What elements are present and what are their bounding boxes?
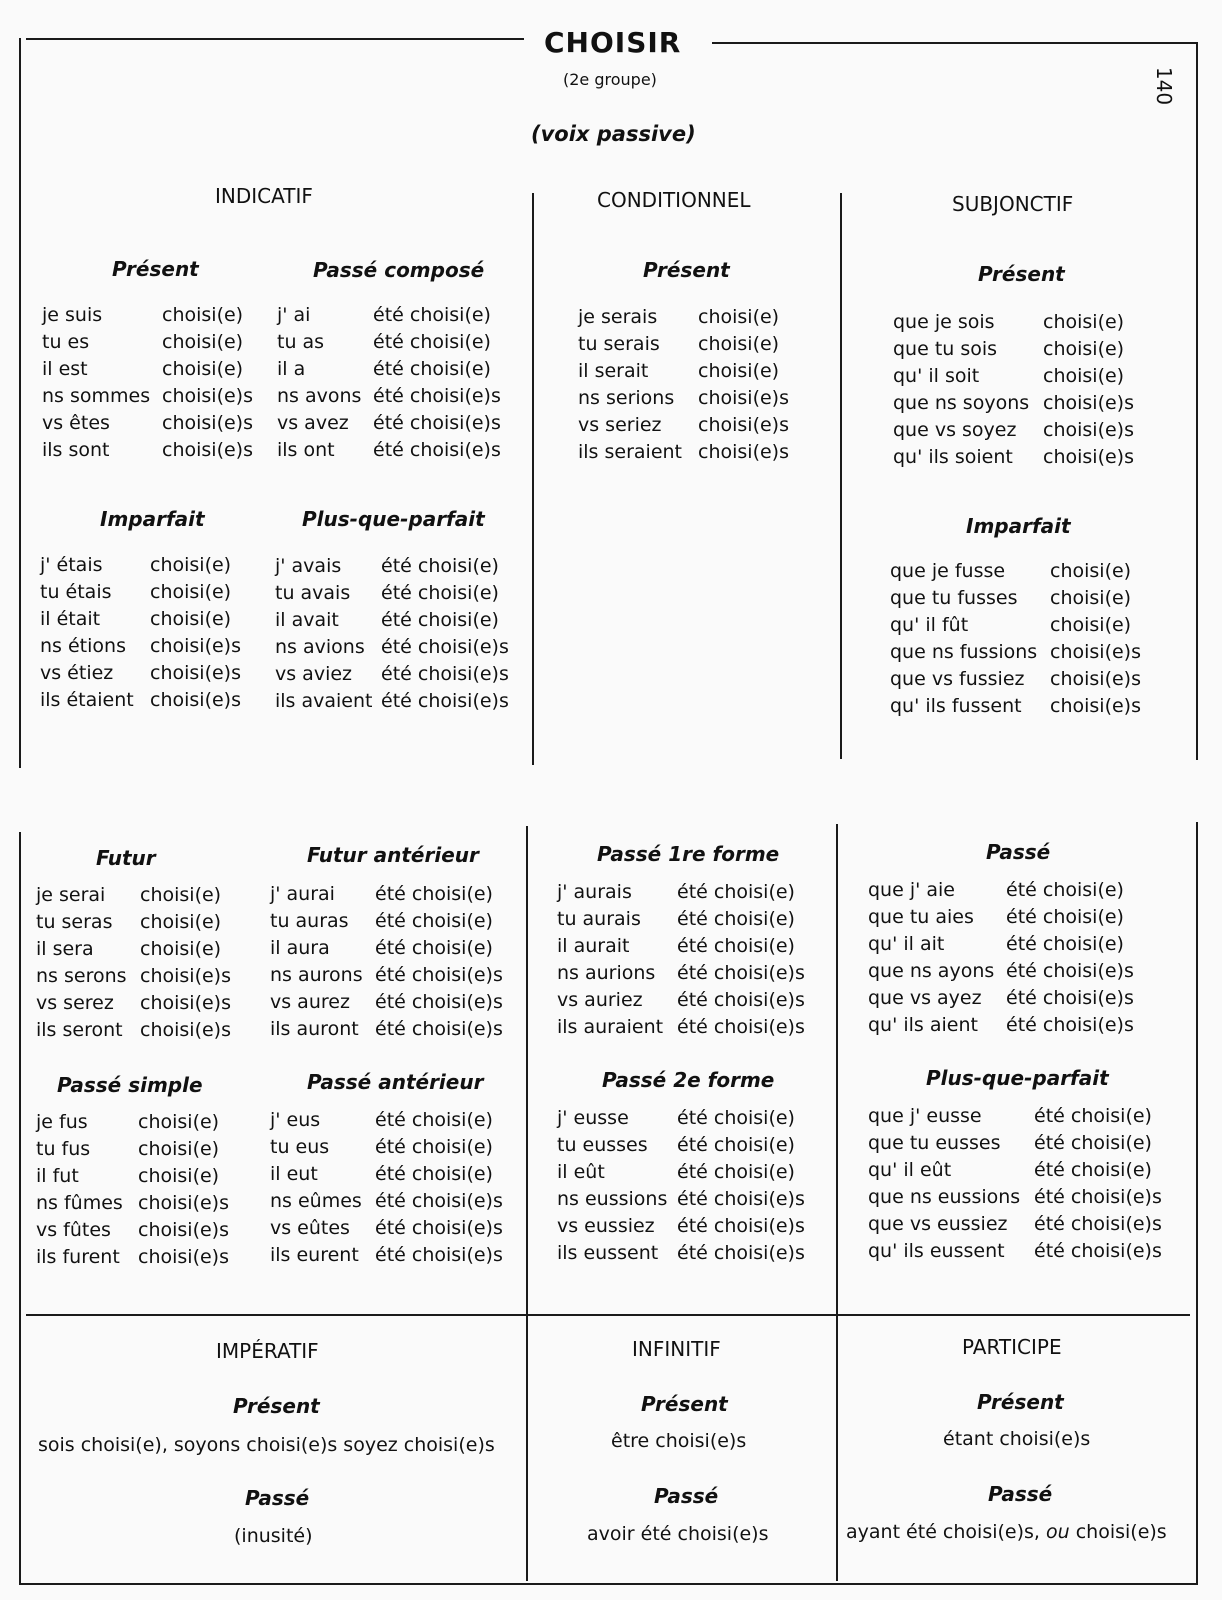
conj-pronoun-aux: tu eus — [270, 1136, 330, 1158]
conj-pronoun-aux: que ns soyons — [893, 392, 1030, 414]
tense-heading: Passé antérieur — [307, 1070, 484, 1094]
conj-pronoun-aux: tu eusses — [557, 1134, 648, 1156]
conj-form: choisi(e) — [162, 304, 244, 326]
verb-group: (2e groupe) — [563, 70, 657, 89]
tense-heading: Passé composé — [313, 258, 485, 282]
conj-form: choisi(e)s — [150, 662, 241, 684]
conj-form: choisi(e)s — [140, 992, 231, 1014]
conj-pronoun-aux: ils seraient — [578, 441, 682, 463]
conj-form: été choisi(e) — [381, 609, 499, 631]
conj-form: choisi(e) — [1043, 338, 1125, 360]
tense-heading: Passé — [986, 840, 1051, 864]
conj-pronoun-aux: ns aurons — [270, 964, 363, 986]
conj-form: été choisi(e)s — [373, 439, 501, 461]
conj-form: choisi(e) — [698, 333, 780, 355]
conj-pronoun-aux: tu avais — [275, 582, 351, 604]
conj-pronoun-aux: qu' ils fussent — [890, 695, 1022, 717]
conj-form: choisi(e) — [1043, 311, 1125, 333]
tense-heading: Futur — [96, 846, 156, 870]
conj-form: choisi(e) — [150, 608, 232, 630]
conj-form: choisi(e) — [1043, 365, 1125, 387]
conj-pronoun-aux: je suis — [42, 304, 103, 326]
conj-form: choisi(e)s — [150, 635, 241, 657]
conj-form: été choisi(e) — [1006, 933, 1124, 955]
conj-pronoun-aux: que tu fusses — [890, 587, 1018, 609]
conj-pronoun-aux: il sera — [36, 938, 94, 960]
conj-pronoun-aux: vs aviez — [275, 663, 353, 685]
conj-pronoun-aux: que tu aies — [868, 906, 974, 928]
conj-form: été choisi(e)s — [375, 1217, 503, 1239]
conj-pronoun-aux: ils ont — [277, 439, 335, 461]
conj-pronoun-aux: ils sont — [42, 439, 110, 461]
conj-pronoun-aux: ns eûmes — [270, 1190, 362, 1212]
conj-pronoun-aux: il eût — [557, 1161, 605, 1183]
conj-pronoun-aux: ns serons — [36, 965, 127, 987]
conj-pronoun-aux: que tu eusses — [868, 1132, 1001, 1154]
conj-form: été choisi(e)s — [677, 1188, 805, 1210]
conj-form: choisi(e)s — [1043, 446, 1134, 468]
conj-pronoun-aux: ils furent — [36, 1246, 120, 1268]
conj-pronoun-aux: que vs ayez — [868, 987, 982, 1009]
conj-form: été choisi(e)s — [1006, 987, 1134, 1009]
conj-pronoun-aux: je serai — [36, 884, 106, 906]
conj-form: été choisi(e) — [375, 1136, 493, 1158]
conj-pronoun-aux: vs eûtes — [270, 1217, 350, 1239]
tense-heading: Présent — [977, 1390, 1064, 1414]
conj-form: été choisi(e)s — [1034, 1186, 1162, 1208]
conj-form: été choisi(e)s — [381, 663, 509, 685]
tense-heading: Plus-que-parfait — [302, 507, 485, 531]
conj-pronoun-aux: j' ai — [277, 304, 311, 326]
conj-form: été choisi(e)s — [375, 991, 503, 1013]
conj-form: choisi(e) — [138, 1138, 220, 1160]
conj-pronoun-aux: ils seront — [36, 1019, 123, 1041]
conj-form: été choisi(e)s — [373, 412, 501, 434]
conj-pronoun-aux: que vs fussiez — [890, 668, 1025, 690]
frame-top-right — [712, 42, 1197, 44]
conj-form: choisi(e)s — [1050, 668, 1141, 690]
mood-indicatif: INDICATIF — [215, 184, 313, 208]
conj-form: été choisi(e)s — [677, 1215, 805, 1237]
conj-pronoun-aux: tu aurais — [557, 908, 641, 930]
conj-form: choisi(e)s — [140, 1019, 231, 1041]
conj-pronoun-aux: que tu sois — [893, 338, 998, 360]
conj-pronoun-aux: qu' il ait — [868, 933, 945, 955]
participe-passe-main: ayant été choisi(e)s, — [846, 1521, 1046, 1543]
conj-pronoun-aux: ils eussent — [557, 1242, 659, 1264]
conj-form: choisi(e)s — [1043, 392, 1134, 414]
tense-heading: Passé — [245, 1486, 310, 1510]
conj-pronoun-aux: je fus — [36, 1111, 88, 1133]
conj-form: été choisi(e) — [677, 1134, 795, 1156]
frame-bottom — [19, 1583, 1198, 1585]
conj-pronoun-aux: tu étais — [40, 581, 112, 603]
conj-form: été choisi(e)s — [1034, 1213, 1162, 1235]
verb-title: CHOISIR — [544, 26, 682, 59]
conj-form: choisi(e) — [150, 554, 232, 576]
tense-heading: Passé — [988, 1482, 1053, 1506]
conj-pronoun-aux: tu es — [42, 331, 90, 353]
conj-form: choisi(e)s — [162, 412, 253, 434]
conj-form: choisi(e)s — [138, 1192, 229, 1214]
mood-infinitif: INFINITIF — [632, 1337, 721, 1361]
conj-form: choisi(e) — [162, 358, 244, 380]
conj-form: été choisi(e)s — [381, 636, 509, 658]
tense-heading: Passé 1re forme — [597, 842, 780, 866]
conj-form: été choisi(e) — [375, 910, 493, 932]
conj-form: choisi(e) — [150, 581, 232, 603]
tense-heading: Présent — [643, 258, 730, 282]
conj-form: choisi(e)s — [162, 439, 253, 461]
infinitif-passe: avoir été choisi(e)s — [587, 1523, 769, 1545]
conj-form: été choisi(e)s — [375, 1244, 503, 1266]
conj-pronoun-aux: ns avions — [275, 636, 365, 658]
conj-form: été choisi(e) — [1034, 1105, 1152, 1127]
conj-pronoun-aux: j' étais — [40, 554, 103, 576]
conj-pronoun-aux: qu' ils aient — [868, 1014, 978, 1036]
conj-pronoun-aux: que j' aie — [868, 879, 955, 901]
tense-heading: Présent — [112, 257, 199, 281]
imperatif-passe: (inusité) — [234, 1525, 313, 1547]
conj-form: été choisi(e)s — [677, 1242, 805, 1264]
conj-form: choisi(e) — [1050, 587, 1132, 609]
frame-left-upper — [19, 38, 21, 768]
conj-form: été choisi(e)s — [373, 385, 501, 407]
conj-form: été choisi(e)s — [375, 964, 503, 986]
conj-pronoun-aux: il avait — [275, 609, 339, 631]
conj-form: choisi(e) — [162, 331, 244, 353]
tense-heading: Passé 2e forme — [602, 1068, 775, 1092]
conj-form: choisi(e) — [140, 884, 222, 906]
conj-form: été choisi(e) — [373, 358, 491, 380]
conj-pronoun-aux: que je fusse — [890, 560, 1006, 582]
conj-form: été choisi(e) — [1006, 906, 1124, 928]
conj-form: été choisi(e) — [1006, 879, 1124, 901]
conj-pronoun-aux: qu' ils eussent — [868, 1240, 1005, 1262]
conj-pronoun-aux: il était — [40, 608, 101, 630]
participe-passe — [846, 1521, 1167, 1543]
hr-bottom-section — [26, 1314, 1190, 1316]
conj-form: choisi(e) — [138, 1111, 220, 1133]
conj-form: été choisi(e) — [375, 883, 493, 905]
conj-pronoun-aux: ns fûmes — [36, 1192, 123, 1214]
participe-passe-alt: choisi(e)s — [1069, 1521, 1167, 1543]
conj-form: choisi(e) — [140, 911, 222, 933]
conj-pronoun-aux: que ns fussions — [890, 641, 1038, 663]
conj-pronoun-aux: vs seriez — [578, 414, 662, 436]
conj-form: été choisi(e)s — [677, 1016, 805, 1038]
conj-form: choisi(e)s — [140, 965, 231, 987]
conj-pronoun-aux: ns eussions — [557, 1188, 668, 1210]
conj-form: été choisi(e) — [677, 1161, 795, 1183]
conj-form: choisi(e)s — [698, 387, 789, 409]
conj-form: été choisi(e)s — [381, 690, 509, 712]
mood-participe: PARTICIPE — [962, 1335, 1062, 1359]
conj-form: été choisi(e)s — [677, 962, 805, 984]
tense-heading: Futur antérieur — [307, 843, 479, 867]
conj-pronoun-aux: vs êtes — [42, 412, 110, 434]
conj-form: été choisi(e) — [373, 304, 491, 326]
conj-form: choisi(e)s — [1050, 695, 1141, 717]
conj-pronoun-aux: j' eus — [270, 1109, 321, 1131]
conj-form: choisi(e) — [1050, 560, 1132, 582]
conj-pronoun-aux: vs auriez — [557, 989, 643, 1011]
conj-form: choisi(e) — [698, 360, 780, 382]
conj-form: choisi(e) — [1050, 614, 1132, 636]
conj-pronoun-aux: que ns eussions — [868, 1186, 1021, 1208]
conj-form: choisi(e) — [698, 306, 780, 328]
conj-form: été choisi(e) — [677, 1107, 795, 1129]
conj-form: été choisi(e)s — [375, 1190, 503, 1212]
conj-pronoun-aux: ns étions — [40, 635, 126, 657]
conj-pronoun-aux: ns serions — [578, 387, 675, 409]
mood-imperatif: IMPÉRATIF — [216, 1339, 319, 1363]
frame-right-lower — [1196, 822, 1198, 1584]
conj-form: choisi(e)s — [162, 385, 253, 407]
conj-form: été choisi(e) — [1034, 1159, 1152, 1181]
conj-pronoun-aux: il serait — [578, 360, 649, 382]
conj-pronoun-aux: que je sois — [893, 311, 995, 333]
conj-pronoun-aux: ns sommes — [42, 385, 151, 407]
conj-form: choisi(e) — [138, 1165, 220, 1187]
conj-form: choisi(e)s — [150, 689, 241, 711]
conj-pronoun-aux: il a — [277, 358, 306, 380]
conj-pronoun-aux: il est — [42, 358, 88, 380]
conj-form: été choisi(e) — [375, 937, 493, 959]
conj-pronoun-aux: vs eussiez — [557, 1215, 655, 1237]
conj-pronoun-aux: ils avaient — [275, 690, 373, 712]
conj-pronoun-aux: vs fûtes — [36, 1219, 111, 1241]
conj-pronoun-aux: qu' il soit — [893, 365, 980, 387]
conj-form: été choisi(e) — [677, 935, 795, 957]
page-number: 140 — [1152, 66, 1177, 106]
tense-heading: Présent — [233, 1394, 320, 1418]
conj-form: été choisi(e) — [375, 1163, 493, 1185]
conj-form: été choisi(e) — [381, 555, 499, 577]
conj-pronoun-aux: ils étaient — [40, 689, 134, 711]
conj-pronoun-aux: qu' il fût — [890, 614, 969, 636]
mood-conditionnel: CONDITIONNEL — [597, 188, 751, 212]
conj-form: été choisi(e)s — [1006, 1014, 1134, 1036]
tense-heading: Présent — [641, 1392, 728, 1416]
divider-upper-2 — [840, 193, 842, 759]
conj-pronoun-aux: qu' ils soient — [893, 446, 1013, 468]
conj-pronoun-aux: que vs eussiez — [868, 1213, 1008, 1235]
conj-pronoun-aux: tu fus — [36, 1138, 91, 1160]
tense-heading: Présent — [978, 262, 1065, 286]
conj-form: été choisi(e) — [677, 881, 795, 903]
conj-pronoun-aux: que j' eusse — [868, 1105, 982, 1127]
conj-form: choisi(e) — [140, 938, 222, 960]
tense-heading: Passé — [654, 1484, 719, 1508]
conj-pronoun-aux: qu' il eût — [868, 1159, 952, 1181]
infinitif-present: être choisi(e)s — [611, 1430, 747, 1452]
conj-pronoun-aux: vs aurez — [270, 991, 350, 1013]
conj-pronoun-aux: ils eurent — [270, 1244, 359, 1266]
conj-pronoun-aux: il aurait — [557, 935, 630, 957]
conj-pronoun-aux: tu seras — [36, 911, 113, 933]
participe-present: étant choisi(e)s — [943, 1428, 1091, 1450]
voice-label: (voix passive) — [531, 122, 696, 146]
conj-pronoun-aux: il eut — [270, 1163, 318, 1185]
conj-pronoun-aux: ils auront — [270, 1018, 359, 1040]
frame-right-upper — [1196, 42, 1198, 760]
conj-pronoun-aux: vs serez — [36, 992, 114, 1014]
divider-lower-2 — [836, 824, 838, 1581]
conj-pronoun-aux: j' aurais — [557, 881, 632, 903]
tense-heading: Imparfait — [100, 507, 205, 531]
conj-pronoun-aux: il aura — [270, 937, 330, 959]
conj-form: choisi(e)s — [1050, 641, 1141, 663]
conj-pronoun-aux: j' avais — [275, 555, 342, 577]
conj-form: été choisi(e)s — [1006, 960, 1134, 982]
conj-form: été choisi(e) — [375, 1109, 493, 1131]
conj-form: été choisi(e) — [1034, 1132, 1152, 1154]
conj-pronoun-aux: vs avez — [277, 412, 349, 434]
conj-form: été choisi(e) — [373, 331, 491, 353]
divider-lower-1 — [526, 826, 528, 1581]
conj-form: choisi(e)s — [698, 441, 789, 463]
conj-pronoun-aux: que vs soyez — [893, 419, 1017, 441]
conj-pronoun-aux: j' eusse — [557, 1107, 629, 1129]
conj-pronoun-aux: ns aurions — [557, 962, 656, 984]
tense-heading: Imparfait — [966, 514, 1071, 538]
conj-form: choisi(e)s — [138, 1246, 229, 1268]
conj-pronoun-aux: j' aurai — [270, 883, 335, 905]
frame-top-left — [26, 38, 524, 40]
conj-pronoun-aux: tu serais — [578, 333, 660, 355]
conj-pronoun-aux: tu auras — [270, 910, 349, 932]
conj-form: été choisi(e) — [677, 908, 795, 930]
tense-heading: Passé simple — [57, 1073, 203, 1097]
conj-form: choisi(e)s — [138, 1219, 229, 1241]
conj-form: été choisi(e)s — [1034, 1240, 1162, 1262]
conj-form: été choisi(e)s — [375, 1018, 503, 1040]
tense-heading: Plus-que-parfait — [926, 1066, 1109, 1090]
conj-pronoun-aux: ns avons — [277, 385, 362, 407]
conj-pronoun-aux: je serais — [578, 306, 658, 328]
conj-pronoun-aux: que ns ayons — [868, 960, 995, 982]
conj-form: choisi(e)s — [698, 414, 789, 436]
conj-form: été choisi(e)s — [677, 989, 805, 1011]
divider-upper-1 — [532, 193, 534, 765]
conj-pronoun-aux: il fut — [36, 1165, 79, 1187]
conj-pronoun-aux: vs étiez — [40, 662, 114, 684]
participe-passe-or: ou — [1046, 1521, 1070, 1543]
conj-pronoun-aux: tu as — [277, 331, 325, 353]
conj-form: choisi(e)s — [1043, 419, 1134, 441]
conj-pronoun-aux: ils auraient — [557, 1016, 664, 1038]
frame-left-lower — [19, 832, 21, 1584]
conj-form: été choisi(e) — [381, 582, 499, 604]
imperatif-present: sois choisi(e), soyons choisi(e)s soyez choisi(e)s — [38, 1434, 495, 1456]
mood-subjonctif: SUBJONCTIF — [952, 192, 1074, 216]
